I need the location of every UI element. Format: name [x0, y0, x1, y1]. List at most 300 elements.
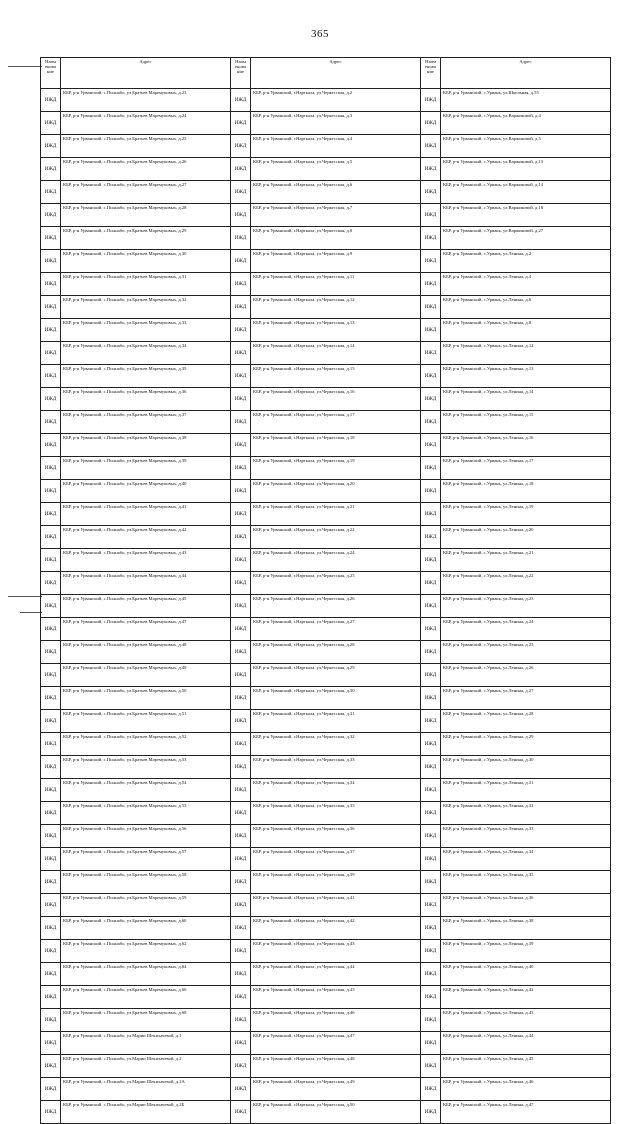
cell-address: КБР, р-н Урванский, г.Нарткала, ул.Черкесская, д.43	[251, 940, 421, 963]
cell-object-type: ИЖД	[421, 411, 441, 434]
cell-address: КБР, р-н Урванский, с.Псынабо, ул.Братьев Маремуковых, д.35	[61, 365, 231, 388]
cell-address: КБР, р-н Урванский, с.Псынабо, ул.Братьев Маремуковых, д.36	[61, 388, 231, 411]
table-row	[41, 388, 611, 411]
cell-object-type: ИЖД	[41, 549, 61, 572]
cell-address: КБР, р-н Урванский, г.Нарткала, ул.Черкесская, д.8	[251, 227, 421, 250]
cell-address: КБР, р-н Урванский, г.Нарткала, ул.Черкесская, д.48	[251, 1055, 421, 1078]
cell-address: КБР, р-н Урванский, г.Нарткала, ул.Черкесская, д.44	[251, 963, 421, 986]
table-row	[41, 227, 611, 250]
cell-address: КБР, р-н Урванский, с.Урвань, ул.Ленина, д.46	[441, 1078, 611, 1101]
cell-object-type: ИЖД	[41, 388, 61, 411]
cell-address: КБР, р-н Урванский, с.Псынабо, ул.Марии Шекихачевой, д.2А	[61, 1078, 231, 1101]
cell-object-type: ИЖД	[231, 135, 251, 158]
cell-address: КБР, р-н Урванский, г.Нарткала, ул.Черкесская, д.3	[251, 112, 421, 135]
header-type: Наим енова ние	[41, 58, 61, 89]
cell-object-type: ИЖД	[41, 1009, 61, 1032]
table-row	[41, 549, 611, 572]
table-row	[41, 503, 611, 526]
cell-object-type: ИЖД	[41, 986, 61, 1009]
cell-object-type: ИЖД	[231, 986, 251, 1009]
cell-object-type: ИЖД	[41, 89, 61, 112]
cell-object-type: ИЖД	[41, 365, 61, 388]
cell-address: КБР, р-н Урванский, г.Нарткала, ул.Черкесская, д.6	[251, 181, 421, 204]
cell-object-type: ИЖД	[231, 618, 251, 641]
cell-address: КБР, р-н Урванский, с.Псынабо, ул.Братьев Маремуковых, д.34	[61, 342, 231, 365]
cell-address: КБР, р-н Урванский, с.Урвань, ул.Ленина, д.43	[441, 1009, 611, 1032]
cell-object-type: ИЖД	[421, 365, 441, 388]
cell-address: КБР, р-н Урванский, г.Нарткала, ул.Черкесская, д.47	[251, 1032, 421, 1055]
table-row	[41, 894, 611, 917]
cell-object-type: ИЖД	[421, 388, 441, 411]
table-row	[41, 687, 611, 710]
cell-address: КБР, р-н Урванский, г.Нарткала, ул.Черкесская, д.22	[251, 526, 421, 549]
cell-object-type: ИЖД	[231, 388, 251, 411]
cell-address: КБР, р-н Урванский, с.Урвань, ул.Ленина, д.16	[441, 434, 611, 457]
cell-object-type: ИЖД	[421, 595, 441, 618]
cell-address: КБР, р-н Урванский, с.Псынабо, ул.Братьев Маремуковых, д.52	[61, 733, 231, 756]
cell-address: КБР, р-н Урванский, г.Нарткала, ул.Черкесская, д.13	[251, 319, 421, 342]
cell-object-type: ИЖД	[231, 664, 251, 687]
cell-address: КБР, р-н Урванский, г.Нарткала, ул.Черкесская, д.34	[251, 779, 421, 802]
cell-address: КБР, р-н Урванский, с.Псынабо, ул.Братьев Маремуковых, д.33	[61, 319, 231, 342]
cell-address: КБР, р-н Урванский, с.Псынабо, ул.Братьев Маремуковых, д.57	[61, 848, 231, 871]
cell-address: КБР, р-н Урванский, г.Нарткала, ул.Черкесская, д.7	[251, 204, 421, 227]
table-row	[41, 319, 611, 342]
cell-object-type: ИЖД	[41, 917, 61, 940]
address-table	[40, 57, 611, 1124]
cell-object-type: ИЖД	[41, 342, 61, 365]
cell-object-type: ИЖД	[41, 273, 61, 296]
cell-address: КБР, р-н Урванский, г.Нарткала, ул.Черкесская, д.46	[251, 1009, 421, 1032]
cell-object-type: ИЖД	[41, 457, 61, 480]
cell-object-type: ИЖД	[421, 687, 441, 710]
cell-address: КБР, р-н Урванский, с.Урвань, ул.Ленина, д.4	[441, 273, 611, 296]
cell-object-type: ИЖД	[231, 871, 251, 894]
cell-object-type: ИЖД	[231, 204, 251, 227]
table-row	[41, 572, 611, 595]
cell-address: КБР, р-н Урванский, с.Урвань, ул.Ленина, д.6	[441, 296, 611, 319]
cell-address: КБР, р-н Урванский, г.Нарткала, ул.Черкесская, д.20	[251, 480, 421, 503]
cell-object-type: ИЖД	[421, 1078, 441, 1101]
cell-object-type: ИЖД	[41, 319, 61, 342]
cell-object-type: ИЖД	[421, 319, 441, 342]
cell-address: КБР, р-н Урванский, с.Урвань, ул.Ленина, д.32	[441, 802, 611, 825]
cell-object-type: ИЖД	[41, 526, 61, 549]
cell-address: КБР, р-н Урванский, с.Урвань, ул.Ленина, д.42	[441, 986, 611, 1009]
cell-object-type: ИЖД	[231, 756, 251, 779]
cell-object-type: ИЖД	[41, 1055, 61, 1078]
cell-address: КБР, р-н Урванский, с.Псынабо, ул.Братьев Маремуковых, д.56	[61, 825, 231, 848]
page-number: 365	[311, 28, 329, 40]
cell-object-type: ИЖД	[421, 296, 441, 319]
cell-object-type: ИЖД	[421, 526, 441, 549]
cell-address: КБР, р-н Урванский, с.Урвань, ул.Ленина, д.45	[441, 1055, 611, 1078]
cell-object-type: ИЖД	[41, 296, 61, 319]
cell-address: КБР, р-н Урванский, с.Псынабо, ул.Братьев Маремуковых, д.32	[61, 296, 231, 319]
scan-artifact-line	[8, 596, 42, 597]
cell-address: КБР, р-н Урванский, с.Урвань, ул.Ленина, д.2	[441, 250, 611, 273]
cell-object-type: ИЖД	[41, 480, 61, 503]
cell-object-type: ИЖД	[421, 549, 441, 572]
table-row	[41, 825, 611, 848]
table-row	[41, 135, 611, 158]
cell-object-type: ИЖД	[231, 595, 251, 618]
cell-object-type: ИЖД	[41, 825, 61, 848]
cell-object-type: ИЖД	[41, 963, 61, 986]
table-row	[41, 250, 611, 273]
table-row	[41, 1078, 611, 1101]
cell-object-type: ИЖД	[421, 986, 441, 1009]
header-type: Наим енова ние	[421, 58, 441, 89]
cell-object-type: ИЖД	[41, 710, 61, 733]
cell-address: КБР, р-н Урванский, с.Псынабо, ул.Братьев Маремуковых, д.62	[61, 940, 231, 963]
cell-address: КБР, р-н Урванский, г.Нарткала, ул.Черкесская, д.24	[251, 549, 421, 572]
table-row	[41, 641, 611, 664]
cell-object-type: ИЖД	[41, 204, 61, 227]
cell-address: КБР, р-н Урванский, г.Нарткала, ул.Черкесская, д.17	[251, 411, 421, 434]
cell-object-type: ИЖД	[231, 549, 251, 572]
cell-object-type: ИЖД	[231, 89, 251, 112]
cell-object-type: ИЖД	[231, 319, 251, 342]
cell-address: КБР, р-н Урванский, г.Нарткала, ул.Черкесская, д.11	[251, 273, 421, 296]
table-row	[41, 1032, 611, 1055]
cell-object-type: ИЖД	[41, 112, 61, 135]
cell-address: КБР, р-н Урванский, с.Псынабо, ул.Братьев Маремуковых, д.27	[61, 181, 231, 204]
cell-address: КБР, р-н Урванский, с.Урвань, ул.Ленина, д.18	[441, 480, 611, 503]
cell-address: КБР, р-н Урванский, с.Урвань, ул.Ленина, д.39	[441, 940, 611, 963]
table-row	[41, 963, 611, 986]
cell-address: КБР, р-н Урванский, с.Псынабо, ул.Братьев Маремуковых, д.24	[61, 112, 231, 135]
cell-address: КБР, р-н Урванский, с.Псынабо, ул.Братьев Маремуковых, д.30	[61, 250, 231, 273]
cell-address: КБР, р-н Урванский, с.Урвань, ул.Ленина, д.36	[441, 894, 611, 917]
cell-address: КБР, р-н Урванский, г.Нарткала, ул.Черкесская, д.14	[251, 342, 421, 365]
table-row	[41, 871, 611, 894]
cell-address: КБР, р-н Урванский, с.Урвань, ул.Ленина, д.15	[441, 411, 611, 434]
cell-object-type: ИЖД	[421, 1055, 441, 1078]
cell-object-type: ИЖД	[421, 963, 441, 986]
scan-artifact-line	[20, 612, 42, 613]
cell-address: КБР, р-н Урванский, с.Псынабо, ул.Братьев Маремуковых, д.47	[61, 618, 231, 641]
cell-object-type: ИЖД	[421, 342, 441, 365]
cell-object-type: ИЖД	[421, 940, 441, 963]
cell-object-type: ИЖД	[41, 181, 61, 204]
cell-address: КБР, р-н Урванский, с.Урвань, ул.Ленина, д.29	[441, 733, 611, 756]
cell-address: КБР, р-н Урванский, с.Псынабо, ул.Братьев Маремуковых, д.60	[61, 917, 231, 940]
cell-object-type: ИЖД	[421, 641, 441, 664]
cell-address: КБР, р-н Урванский, г.Нарткала, ул.Черкесская, д.4	[251, 135, 421, 158]
cell-address: КБР, р-н Урванский, г.Нарткала, ул.Черкесская, д.42	[251, 917, 421, 940]
cell-address: КБР, р-н Урванский, с.Псынабо, ул.Братьев Маремуковых, д.54	[61, 779, 231, 802]
cell-object-type: ИЖД	[231, 342, 251, 365]
cell-address: КБР, р-н Урванский, с.Псынабо, ул.Марии Шекихачевой, д.2Б	[61, 1101, 231, 1124]
table-row	[41, 1055, 611, 1078]
cell-address: КБР, р-н Урванский, с.Псынабо, ул.Братьев Маремуковых, д.64	[61, 963, 231, 986]
cell-address: КБР, р-н Урванский, с.Урвань, ул.Варжиковой, д.14	[441, 181, 611, 204]
cell-address: КБР, р-н Урванский, г.Нарткала, ул.Черкесская, д.15	[251, 365, 421, 388]
cell-address: КБР, р-н Урванский, с.Урвань, ул.Ленина, д.14	[441, 388, 611, 411]
cell-address: КБР, р-н Урванский, с.Псынабо, ул.Братьев Маремуковых, д.25	[61, 135, 231, 158]
cell-object-type: ИЖД	[41, 227, 61, 250]
cell-address: КБР, р-н Урванский, с.Урвань, ул.Ленина, д.8	[441, 319, 611, 342]
cell-address: КБР, р-н Урванский, г.Нарткала, ул.Черкесская, д.16	[251, 388, 421, 411]
cell-address: КБР, р-н Урванский, с.Урвань, ул.Ленина, д.17	[441, 457, 611, 480]
cell-object-type: ИЖД	[421, 1101, 441, 1124]
cell-object-type: ИЖД	[231, 825, 251, 848]
cell-object-type: ИЖД	[231, 181, 251, 204]
cell-address: КБР, р-н Урванский, г.Нарткала, ул.Черкесская, д.30	[251, 687, 421, 710]
cell-object-type: ИЖД	[231, 802, 251, 825]
cell-address: КБР, р-н Урванский, г.Нарткала, ул.Черкесская, д.9	[251, 250, 421, 273]
cell-address: КБР, р-н Урванский, с.Псынабо, ул.Братьев Маремуковых, д.42	[61, 526, 231, 549]
cell-address: КБР, р-н Урванский, с.Урвань, ул.Ленина, д.31	[441, 779, 611, 802]
cell-address: КБР, р-н Урванский, с.Псынабо, ул.Марии Шекихачевой, д.2	[61, 1055, 231, 1078]
cell-object-type: ИЖД	[41, 756, 61, 779]
cell-address: КБР, р-н Урванский, с.Урвань, ул.Школьная, д.55	[441, 89, 611, 112]
cell-address: КБР, р-н Урванский, г.Нарткала, ул.Черкесская, д.35	[251, 802, 421, 825]
table-row	[41, 802, 611, 825]
cell-address: КБР, р-н Урванский, с.Псынабо, ул.Братьев Маремуковых, д.59	[61, 894, 231, 917]
cell-object-type: ИЖД	[41, 1101, 61, 1124]
cell-object-type: ИЖД	[421, 802, 441, 825]
cell-object-type: ИЖД	[231, 687, 251, 710]
cell-address: КБР, р-н Урванский, с.Псынабо, ул.Братьев Маремуковых, д.45	[61, 595, 231, 618]
table-row	[41, 434, 611, 457]
cell-object-type: ИЖД	[231, 572, 251, 595]
table-row	[41, 457, 611, 480]
cell-address: КБР, р-н Урванский, г.Нарткала, ул.Черкесская, д.39	[251, 871, 421, 894]
cell-object-type: ИЖД	[231, 894, 251, 917]
table-body	[41, 89, 611, 1124]
cell-address: КБР, р-н Урванский, г.Нарткала, ул.Черкесская, д.33	[251, 756, 421, 779]
cell-address: КБР, р-н Урванский, г.Нарткала, ул.Черкесская, д.21	[251, 503, 421, 526]
cell-address: КБР, р-н Урванский, г.Нарткала, ул.Черкесская, д.27	[251, 618, 421, 641]
cell-object-type: ИЖД	[421, 1009, 441, 1032]
cell-address: КБР, р-н Урванский, г.Нарткала, ул.Черкесская, д.41	[251, 894, 421, 917]
table-row	[41, 1009, 611, 1032]
cell-object-type: ИЖД	[421, 434, 441, 457]
cell-address: КБР, р-н Урванский, с.Псынабо, ул.Братьев Маремуковых, д.37	[61, 411, 231, 434]
cell-object-type: ИЖД	[231, 250, 251, 273]
cell-address: КБР, р-н Урванский, с.Псынабо, ул.Братьев Маремуковых, д.50	[61, 687, 231, 710]
cell-object-type: ИЖД	[231, 1032, 251, 1055]
cell-address: КБР, р-н Урванский, с.Псынабо, ул.Братьев Маремуковых, д.48	[61, 641, 231, 664]
table-row	[41, 733, 611, 756]
cell-object-type: ИЖД	[421, 250, 441, 273]
table-row	[41, 411, 611, 434]
cell-address: КБР, р-н Урванский, с.Псынабо, ул.Братьев Маремуковых, д.38	[61, 434, 231, 457]
table-row	[41, 664, 611, 687]
cell-address: КБР, р-н Урванский, с.Урвань, ул.Ленина, д.40	[441, 963, 611, 986]
cell-object-type: ИЖД	[41, 894, 61, 917]
cell-object-type: ИЖД	[421, 572, 441, 595]
cell-address: КБР, р-н Урванский, с.Псынабо, ул.Братьев Маремуковых, д.39	[61, 457, 231, 480]
cell-object-type: ИЖД	[41, 503, 61, 526]
table-row	[41, 526, 611, 549]
cell-address: КБР, р-н Урванский, с.Урвань, ул.Ленина, д.19	[441, 503, 611, 526]
cell-address: КБР, р-н Урванский, г.Нарткала, ул.Черкесская, д.2	[251, 89, 421, 112]
cell-address: КБР, р-н Урванский, с.Псынабо, ул.Братьев Маремуковых, д.49	[61, 664, 231, 687]
cell-address: КБР, р-н Урванский, с.Псынабо, ул.Братьев Маремуковых, д.51	[61, 710, 231, 733]
cell-object-type: ИЖД	[41, 1078, 61, 1101]
cell-address: КБР, р-н Урванский, г.Нарткала, ул.Черкесская, д.31	[251, 710, 421, 733]
cell-object-type: ИЖД	[41, 802, 61, 825]
cell-object-type: ИЖД	[231, 1078, 251, 1101]
cell-object-type: ИЖД	[421, 204, 441, 227]
cell-object-type: ИЖД	[421, 135, 441, 158]
table-row	[41, 89, 611, 112]
cell-address: КБР, р-н Урванский, г.Нарткала, ул.Черкесская, д.50	[251, 1101, 421, 1124]
cell-object-type: ИЖД	[41, 250, 61, 273]
cell-address: КБР, р-н Урванский, с.Псынабо, ул.Братьев Маремуковых, д.31	[61, 273, 231, 296]
cell-object-type: ИЖД	[421, 871, 441, 894]
table-row	[41, 917, 611, 940]
cell-address: КБР, р-н Урванский, г.Нарткала, ул.Черкесская, д.26	[251, 595, 421, 618]
cell-address: КБР, р-н Урванский, с.Урвань, ул.Ленина, д.30	[441, 756, 611, 779]
cell-address: КБР, р-н Урванский, с.Урвань, ул.Ленина, д.25	[441, 641, 611, 664]
cell-object-type: ИЖД	[421, 503, 441, 526]
cell-object-type: ИЖД	[421, 917, 441, 940]
cell-address: КБР, р-н Урванский, с.Урвань, ул.Ленина, д.26	[441, 664, 611, 687]
cell-address: КБР, р-н Урванский, с.Урвань, ул.Ленина, д.28	[441, 710, 611, 733]
cell-address: КБР, р-н Урванский, г.Нарткала, ул.Черкесская, д.5	[251, 158, 421, 181]
cell-object-type: ИЖД	[421, 89, 441, 112]
table-row	[41, 342, 611, 365]
cell-object-type: ИЖД	[231, 503, 251, 526]
cell-object-type: ИЖД	[41, 848, 61, 871]
cell-object-type: ИЖД	[231, 779, 251, 802]
cell-object-type: ИЖД	[41, 595, 61, 618]
table-row	[41, 940, 611, 963]
cell-object-type: ИЖД	[421, 710, 441, 733]
table-row	[41, 204, 611, 227]
cell-object-type: ИЖД	[231, 411, 251, 434]
cell-object-type: ИЖД	[421, 618, 441, 641]
cell-object-type: ИЖД	[231, 1055, 251, 1078]
cell-address: КБР, р-н Урванский, с.Урвань, ул.Варжиковой, д.27	[441, 227, 611, 250]
table-row	[41, 756, 611, 779]
cell-object-type: ИЖД	[421, 273, 441, 296]
cell-address: КБР, р-н Урванский, с.Псынабо, ул.Братьев Маремуковых, д.28	[61, 204, 231, 227]
table-header-row	[41, 58, 611, 89]
cell-object-type: ИЖД	[231, 917, 251, 940]
cell-object-type: ИЖД	[41, 1032, 61, 1055]
cell-object-type: ИЖД	[231, 1101, 251, 1124]
cell-address: КБР, р-н Урванский, с.Псынабо, ул.Братьев Маремуковых, д.55	[61, 802, 231, 825]
table-row	[41, 1101, 611, 1124]
cell-object-type: ИЖД	[421, 457, 441, 480]
cell-object-type: ИЖД	[231, 733, 251, 756]
cell-object-type: ИЖД	[41, 411, 61, 434]
cell-object-type: ИЖД	[421, 756, 441, 779]
cell-address: КБР, р-н Урванский, с.Псынабо, ул.Братьев Маремуковых, д.43	[61, 549, 231, 572]
cell-address: КБР, р-н Урванский, с.Псынабо, ул.Марии Шекихачевой, д.1	[61, 1032, 231, 1055]
cell-address: КБР, р-н Урванский, г.Нарткала, ул.Черкесская, д.32	[251, 733, 421, 756]
table-row	[41, 848, 611, 871]
cell-object-type: ИЖД	[41, 779, 61, 802]
cell-address: КБР, р-н Урванский, г.Нарткала, ул.Черкесская, д.25	[251, 572, 421, 595]
cell-object-type: ИЖД	[421, 664, 441, 687]
cell-object-type: ИЖД	[231, 365, 251, 388]
cell-address: КБР, р-н Урванский, с.Урвань, ул.Варжиковой, д.4	[441, 112, 611, 135]
cell-object-type: ИЖД	[231, 296, 251, 319]
cell-object-type: ИЖД	[231, 848, 251, 871]
cell-address: КБР, р-н Урванский, с.Псынабо, ул.Братьев Маремуковых, д.53	[61, 756, 231, 779]
cell-address: КБР, р-н Урванский, с.Псынабо, ул.Братьев Маремуковых, д.66	[61, 986, 231, 1009]
cell-object-type: ИЖД	[231, 273, 251, 296]
cell-address: КБР, р-н Урванский, с.Урвань, ул.Ленина, д.13	[441, 365, 611, 388]
cell-address: КБР, р-н Урванский, с.Урвань, ул.Ленина, д.22	[441, 572, 611, 595]
cell-address: КБР, р-н Урванский, с.Урвань, ул.Ленина, д.44	[441, 1032, 611, 1055]
cell-object-type: ИЖД	[41, 158, 61, 181]
cell-object-type: ИЖД	[41, 664, 61, 687]
cell-object-type: ИЖД	[41, 871, 61, 894]
cell-object-type: ИЖД	[41, 135, 61, 158]
cell-object-type: ИЖД	[421, 825, 441, 848]
cell-object-type: ИЖД	[421, 112, 441, 135]
cell-address: КБР, р-н Урванский, г.Нарткала, ул.Черкесская, д.49	[251, 1078, 421, 1101]
cell-object-type: ИЖД	[421, 480, 441, 503]
cell-address: КБР, р-н Урванский, с.Псынабо, ул.Братьев Маремуковых, д.29	[61, 227, 231, 250]
cell-address: КБР, р-н Урванский, г.Нарткала, ул.Черкесская, д.29	[251, 664, 421, 687]
cell-object-type: ИЖД	[421, 733, 441, 756]
cell-address: КБР, р-н Урванский, с.Псынабо, ул.Братьев Маремуковых, д.44	[61, 572, 231, 595]
cell-object-type: ИЖД	[231, 480, 251, 503]
cell-object-type: ИЖД	[421, 181, 441, 204]
cell-address: КБР, р-н Урванский, с.Урвань, ул.Ленина, д.38	[441, 917, 611, 940]
cell-address: КБР, р-н Урванский, с.Псынабо, ул.Братьев Маремуковых, д.23	[61, 89, 231, 112]
cell-address: КБР, р-н Урванский, г.Нарткала, ул.Черкесская, д.28	[251, 641, 421, 664]
cell-object-type: ИЖД	[231, 641, 251, 664]
cell-address: КБР, р-н Урванский, с.Псынабо, ул.Братьев Маремуковых, д.58	[61, 871, 231, 894]
cell-address: КБР, р-н Урванский, с.Урвань, ул.Ленина, д.35	[441, 871, 611, 894]
table-row	[41, 365, 611, 388]
table-row	[41, 618, 611, 641]
cell-address: КБР, р-н Урванский, с.Урвань, ул.Варжиковой, д.18	[441, 204, 611, 227]
cell-object-type: ИЖД	[231, 963, 251, 986]
cell-object-type: ИЖД	[231, 434, 251, 457]
table-row	[41, 296, 611, 319]
table-row	[41, 273, 611, 296]
cell-address: КБР, р-н Урванский, г.Нарткала, ул.Черкесская, д.36	[251, 825, 421, 848]
cell-address: КБР, р-н Урванский, с.Урвань, ул.Ленина, д.34	[441, 848, 611, 871]
cell-object-type: ИЖД	[421, 158, 441, 181]
cell-address: КБР, р-н Урванский, с.Псынабо, ул.Братьев Маремуковых, д.26	[61, 158, 231, 181]
cell-object-type: ИЖД	[231, 112, 251, 135]
cell-object-type: ИЖД	[231, 1009, 251, 1032]
cell-object-type: ИЖД	[421, 848, 441, 871]
cell-address: КБР, р-н Урванский, с.Псынабо, ул.Братьев Маремуковых, д.41	[61, 503, 231, 526]
cell-address: КБР, р-н Урванский, с.Урвань, ул.Ленина, д.33	[441, 825, 611, 848]
cell-address: КБР, р-н Урванский, с.Урвань, ул.Ленина, д.47	[441, 1101, 611, 1124]
cell-object-type: ИЖД	[41, 733, 61, 756]
cell-address: КБР, р-н Урванский, с.Урвань, ул.Ленина, д.27	[441, 687, 611, 710]
header-address: Адрес	[61, 58, 231, 89]
table-row	[41, 112, 611, 135]
cell-address: КБР, р-н Урванский, с.Урвань, ул.Ленина, д.24	[441, 618, 611, 641]
cell-object-type: ИЖД	[421, 227, 441, 250]
cell-object-type: ИЖД	[231, 940, 251, 963]
cell-object-type: ИЖД	[421, 779, 441, 802]
cell-address: КБР, р-н Урванский, с.Урвань, ул.Ленина, д.21	[441, 549, 611, 572]
table-row	[41, 779, 611, 802]
cell-address: КБР, р-н Урванский, с.Урвань, ул.Варжиковой, д.5	[441, 135, 611, 158]
cell-object-type: ИЖД	[421, 894, 441, 917]
cell-address: КБР, р-н Урванский, г.Нарткала, ул.Черкесская, д.18	[251, 434, 421, 457]
cell-object-type: ИЖД	[41, 618, 61, 641]
cell-address: КБР, р-н Урванский, г.Нарткала, ул.Черкесская, д.45	[251, 986, 421, 1009]
table-row	[41, 480, 611, 503]
table-row	[41, 710, 611, 733]
